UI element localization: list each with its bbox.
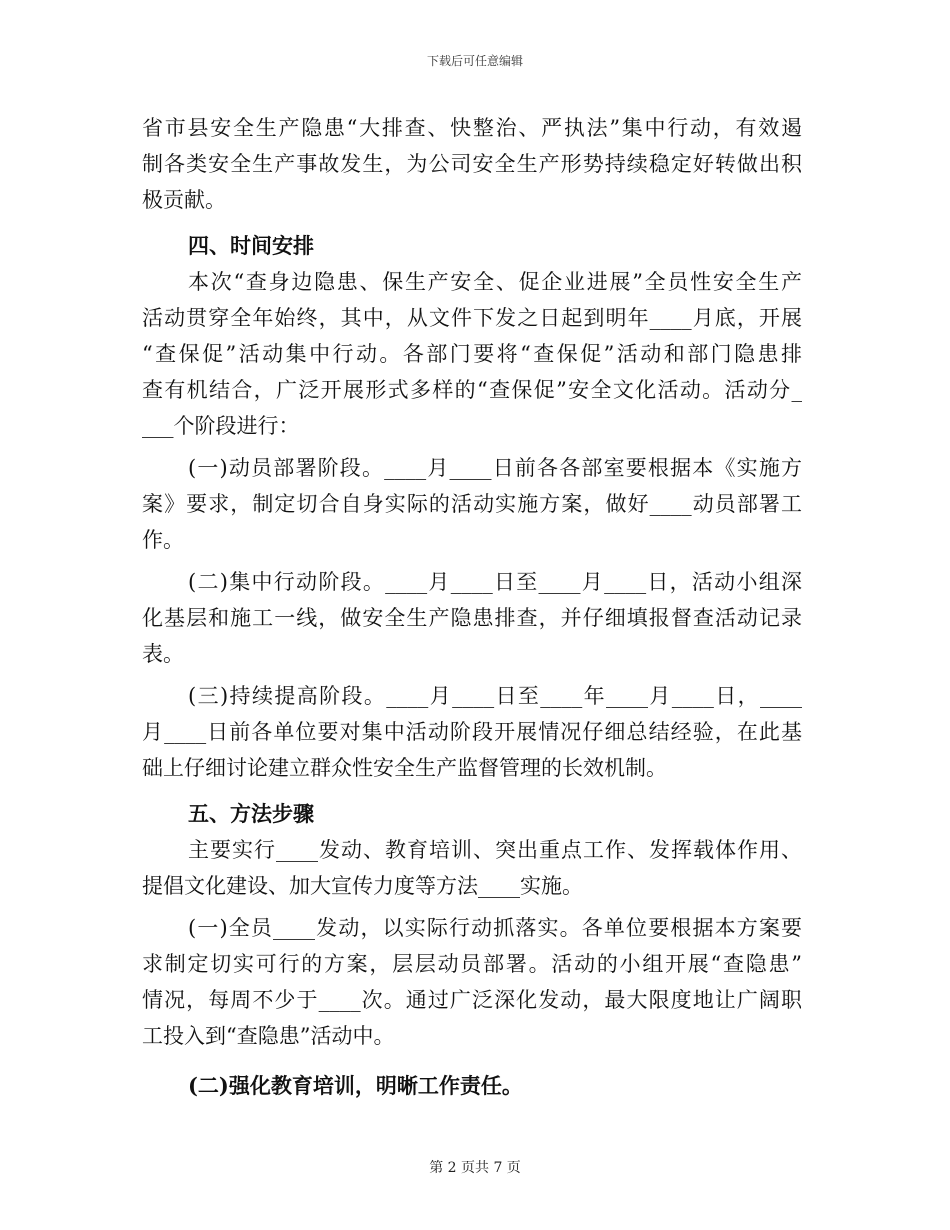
text-line: 作。 [142,528,184,552]
paragraph [142,450,802,558]
paragraph [142,564,802,672]
document-body [142,110,802,1104]
text-line: “查保促”活动集中行动。各部门要将“查保促”活动和部门隐患排 [142,342,802,366]
page-header: 下载后可任意编辑 [426,54,523,68]
text-line: 案》要求，制定切合自身实际的活动实施方案，做好____动员部署工 [142,492,802,516]
subsection-heading [142,1068,802,1104]
section-heading-text: 五、方法步骤 [188,801,314,826]
paragraph [142,678,802,786]
subsection-heading-text: (二)强化教育培训，明晰工作责任。 [188,1073,523,1098]
text-line: (一)全员____发动，以实际行动抓落实。各单位要根据本方案要 [188,916,802,940]
text-line: 主要实行____发动、教育培训、突出重点工作、发挥载体作用、 [188,838,802,862]
text-line: ___个阶段进行： [142,414,300,438]
text-line: 月____日前各单位要对集中活动阶段开展情况仔细总结经验，在此基 [142,720,802,744]
section-heading [142,228,802,264]
paragraph [142,832,802,904]
text-line: 表。 [142,642,184,666]
text-line: (一)动员部署阶段。____月____日前各各部室要根据本《实施方 [188,456,802,480]
text-line: 本次“查身边隐患、保生产安全、促企业进展”全员性安全生产 [188,270,802,294]
section-heading [142,796,802,832]
section-heading-text: 四、时间安排 [188,233,314,258]
text-line: 省市县安全生产隐患“大排查、快整治、严执法”集中行动，有效遏 [142,116,802,140]
paragraph [142,264,802,444]
text-line: 工投入到“查隐患”活动中。 [142,1024,395,1048]
text-line: (三)持续提高阶段。____月____日至____年____月____日，____ [188,684,802,708]
text-line: 活动贯穿全年始终，其中，从文件下发之日起到明年____月底，开展 [142,306,802,330]
text-line: 制各类安全生产事故发生，为公司安全生产形势持续稳定好转做出积 [142,152,802,176]
text-line: 极贡献。 [142,188,226,212]
text-line: (二)集中行动阶段。____月____日至____月____日，活动小组深 [188,570,802,594]
paragraph [142,110,802,218]
page-footer: 第 2 页共 7 页 [429,1160,521,1176]
text-line: 情况，每周不少于____次。通过广泛深化发动，最大限度地让广阔职 [142,988,802,1012]
text-line: 求制定切实可行的方案，层层动员部署。活动的小组开展“查隐患” [142,952,802,976]
text-line: 查有机结合，广泛开展形式多样的“查保促”安全文化活动。活动分_ [142,378,802,402]
text-line: 础上仔细讨论建立群众性安全生产监督管理的长效机制。 [142,756,667,780]
text-line: 化基层和施工一线，做安全生产隐患排查，并仔细填报督查活动记录 [142,606,802,630]
text-line: 提倡文化建设、加大宣传力度等方法____实施。 [142,874,583,898]
paragraph [142,910,802,1054]
